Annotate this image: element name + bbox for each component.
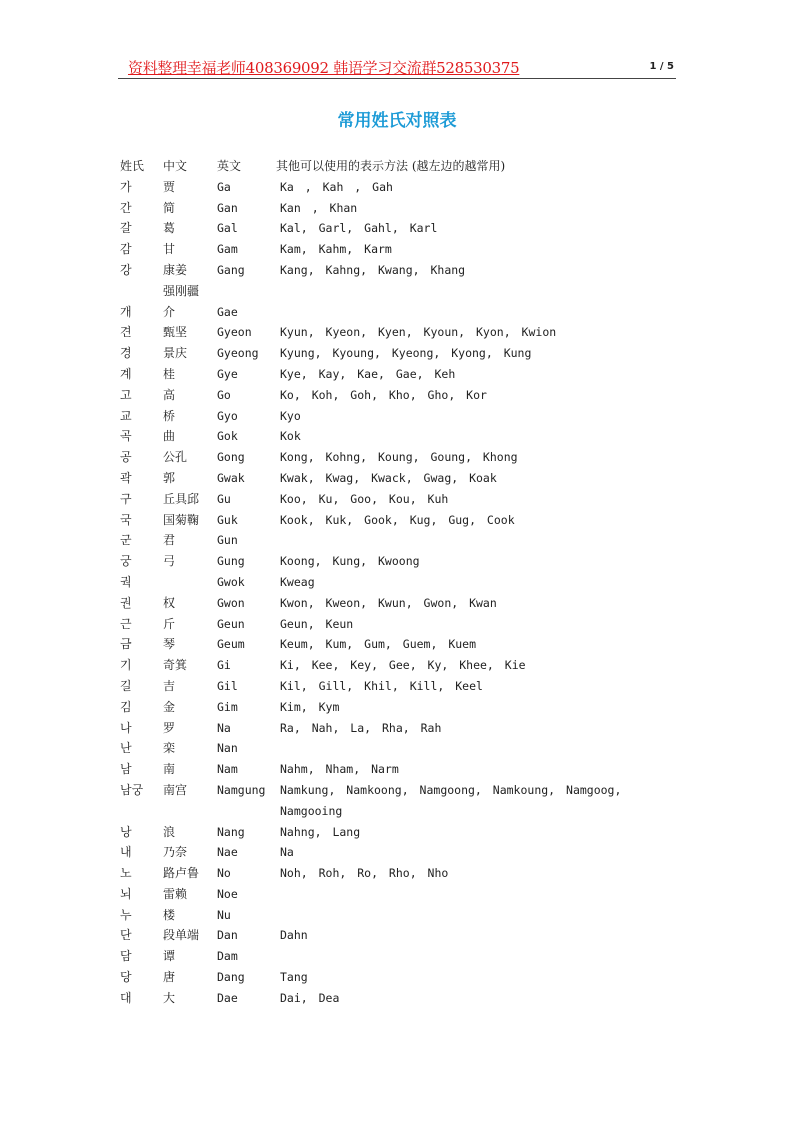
chinese-surname: 大 bbox=[163, 990, 176, 1005]
korean-surname: 고 bbox=[120, 387, 132, 402]
korean-surname: 교 bbox=[120, 408, 132, 423]
english-romanization: Gi bbox=[217, 658, 231, 673]
english-romanization: Na bbox=[217, 720, 231, 735]
chinese-surname: 栾 bbox=[163, 741, 176, 756]
korean-surname: 난 bbox=[120, 741, 132, 756]
korean-surname: 감 bbox=[120, 242, 132, 257]
korean-surname: 국 bbox=[120, 512, 132, 527]
english-romanization: Gae bbox=[217, 304, 238, 319]
chinese-surname: 国菊鞠 bbox=[163, 512, 200, 527]
alternative-romanizations: Kal, Garl, Gahl, Karl bbox=[280, 221, 438, 236]
korean-surname: 간 bbox=[120, 200, 132, 215]
korean-surname: 궁 bbox=[120, 554, 132, 569]
english-romanization: Dan bbox=[217, 928, 238, 943]
chinese-surname: 高 bbox=[163, 387, 176, 402]
alternative-romanizations: Na bbox=[280, 845, 294, 860]
english-romanization: Gye bbox=[217, 366, 238, 381]
chinese-surname: 段单端 bbox=[163, 928, 200, 943]
english-romanization: Gwak bbox=[217, 470, 245, 485]
korean-surname: 나 bbox=[120, 720, 132, 735]
korean-surname: 경 bbox=[120, 346, 132, 361]
korean-surname: 노 bbox=[120, 866, 132, 881]
chinese-surname: 罗 bbox=[163, 720, 176, 735]
column-header-english: 英文 bbox=[217, 159, 242, 173]
chinese-surname: 浪 bbox=[163, 824, 176, 839]
english-romanization: Gu bbox=[217, 491, 231, 506]
alternative-romanizations: Noh, Roh, Ro, Rho, Nho bbox=[280, 866, 449, 881]
korean-surname: 뇌 bbox=[120, 886, 132, 901]
chinese-surname: 奇箕 bbox=[163, 658, 188, 673]
alternative-romanizations: Ki, Kee, Key, Gee, Ky, Khee, Kie bbox=[280, 658, 526, 673]
column-header-korean: 姓氏 bbox=[120, 159, 145, 173]
korean-surname: 군 bbox=[120, 533, 132, 548]
korean-surname: 권 bbox=[120, 595, 132, 610]
korean-surname: 금 bbox=[120, 637, 132, 652]
english-romanization: Geum bbox=[217, 637, 245, 652]
korean-surname: 공 bbox=[120, 450, 132, 465]
korean-surname: 궉 bbox=[120, 574, 132, 589]
chinese-surname: 唐 bbox=[163, 970, 176, 985]
chinese-surname: 吉 bbox=[163, 678, 176, 693]
page-header bbox=[118, 56, 676, 79]
chinese-surname: 斤 bbox=[163, 616, 176, 631]
english-romanization: Dang bbox=[217, 970, 245, 985]
chinese-surname: 介 bbox=[163, 304, 176, 319]
alternative-romanizations: Kong, Kohng, Koung, Goung, Khong bbox=[280, 450, 518, 465]
chinese-surname: 路卢鲁 bbox=[163, 866, 200, 881]
document-title: 常用姓氏对照表 bbox=[337, 111, 457, 131]
korean-surname: 근 bbox=[120, 616, 132, 631]
alternative-romanizations: Tang bbox=[280, 970, 308, 985]
korean-surname: 계 bbox=[120, 366, 132, 381]
korean-surname: 견 bbox=[120, 325, 132, 340]
chinese-surname: 郭 bbox=[163, 470, 176, 485]
english-romanization: Guk bbox=[217, 512, 238, 527]
english-romanization: Gam bbox=[217, 242, 238, 257]
chinese-surname: 南 bbox=[163, 762, 176, 777]
alternative-romanizations: Kok bbox=[280, 429, 301, 444]
column-header-alternatives: 其他可以使用的表示方法 (越左边的越常用) bbox=[276, 159, 506, 173]
alternative-romanizations: Keum, Kum, Gum, Guem, Kuem bbox=[280, 637, 477, 652]
column-header-chinese: 中文 bbox=[163, 159, 188, 173]
korean-surname: 당 bbox=[120, 970, 132, 985]
alternative-romanizations: Geun, Keun bbox=[280, 616, 354, 631]
alternative-romanizations: Kweag bbox=[280, 574, 315, 589]
chinese-surname: 弓 bbox=[163, 554, 176, 569]
alternative-romanizations: Kwak, Kwag, Kwack, Gwag, Koak bbox=[280, 470, 497, 485]
english-romanization: Gan bbox=[217, 200, 238, 215]
korean-surname: 담 bbox=[120, 949, 132, 964]
english-romanization: Nang bbox=[217, 824, 245, 839]
english-romanization: Gyeong bbox=[217, 346, 259, 361]
korean-surname: 가 bbox=[120, 179, 132, 194]
korean-surname: 길 bbox=[120, 678, 132, 693]
alternative-romanizations: Kim, Kym bbox=[280, 699, 340, 714]
korean-surname: 낭 bbox=[120, 824, 132, 839]
alternative-romanizations: Kyung, Kyoung, Kyeong, Kyong, Kung bbox=[280, 346, 532, 361]
chinese-surname: 桂 bbox=[163, 366, 176, 381]
korean-surname: 남궁 bbox=[120, 782, 144, 797]
alternative-romanizations: Ko, Koh, Goh, Kho, Gho, Kor bbox=[280, 387, 487, 402]
english-romanization: Gil bbox=[217, 678, 238, 693]
english-romanization: Gong bbox=[217, 450, 245, 465]
korean-surname: 구 bbox=[120, 491, 132, 506]
korean-surname: 개 bbox=[120, 304, 132, 319]
alternative-romanizations: Kye, Kay, Kae, Gae, Keh bbox=[280, 366, 456, 381]
chinese-surname: 楼 bbox=[163, 907, 176, 922]
english-romanization: Gim bbox=[217, 699, 238, 714]
alternative-romanizations: Kan , Khan bbox=[280, 200, 358, 215]
english-romanization: Gung bbox=[217, 554, 245, 569]
korean-surname: 강 bbox=[120, 262, 132, 277]
chinese-surname: 乃奈 bbox=[163, 845, 188, 860]
english-romanization: Gang bbox=[217, 262, 245, 277]
header-watermark: 资料整理幸福老师408369092 韩语学习交流群528530375 bbox=[128, 59, 520, 77]
chinese-surname: 丘具邱 bbox=[163, 491, 200, 506]
alternative-romanizations: Koong, Kung, Kwoong bbox=[280, 554, 420, 569]
korean-surname: 단 bbox=[120, 928, 132, 943]
korean-surname: 김 bbox=[120, 699, 132, 714]
alternative-romanizations: Kam, Kahm, Karm bbox=[280, 242, 392, 257]
chinese-surname: 景庆 bbox=[163, 346, 188, 361]
english-romanization: Gyo bbox=[217, 408, 238, 423]
english-romanization: Gwon bbox=[217, 595, 245, 610]
chinese-surname: 强刚疆 bbox=[163, 283, 200, 298]
english-romanization: Gwok bbox=[217, 574, 245, 589]
chinese-surname: 甄坚 bbox=[163, 325, 188, 340]
chinese-surname: 葛 bbox=[163, 221, 176, 236]
chinese-surname: 曲 bbox=[163, 429, 176, 444]
alternative-romanizations: Kil, Gill, Khil, Kill, Keel bbox=[280, 678, 483, 693]
english-romanization: Go bbox=[217, 387, 231, 402]
alternative-romanizations: Kang, Kahng, Kwang, Khang bbox=[280, 262, 466, 277]
page-number: 1 / 5 bbox=[649, 61, 674, 72]
english-romanization: Dae bbox=[217, 990, 238, 1005]
alternative-romanizations: Ra, Nah, La, Rha, Rah bbox=[280, 720, 442, 735]
alternative-romanizations: Dahn bbox=[280, 928, 308, 943]
chinese-surname: 琴 bbox=[163, 637, 176, 652]
alternative-romanizations: Kook, Kuk, Gook, Kug, Gug, Cook bbox=[280, 512, 515, 527]
alternative-romanizations: Kyo bbox=[280, 408, 301, 423]
chinese-surname: 君 bbox=[163, 533, 176, 548]
korean-surname: 기 bbox=[120, 658, 132, 673]
korean-surname: 내 bbox=[120, 845, 132, 860]
english-romanization: Nam bbox=[217, 762, 238, 777]
korean-surname: 누 bbox=[120, 907, 132, 922]
chinese-surname: 南宫 bbox=[163, 782, 188, 797]
chinese-surname: 谭 bbox=[163, 949, 176, 964]
alternative-romanizations: Koo, Ku, Goo, Kou, Kuh bbox=[280, 491, 449, 506]
english-romanization: Geun bbox=[217, 616, 245, 631]
chinese-surname: 康姜 bbox=[163, 262, 188, 277]
chinese-surname: 桥 bbox=[163, 408, 176, 423]
korean-surname: 남 bbox=[120, 762, 132, 777]
english-romanization: Nae bbox=[217, 845, 238, 860]
alternative-romanizations: Dai, Dea bbox=[280, 990, 340, 1005]
alternative-romanizations: Ka , Kah , Gah bbox=[280, 179, 393, 194]
english-romanization: Gok bbox=[217, 429, 238, 444]
alternative-romanizations: Kwon, Kweon, Kwun, Gwon, Kwan bbox=[280, 595, 497, 610]
alternative-romanizations: Namkung, Namkoong, Namgoong, Namkoung, Namgoog, Namgooing bbox=[280, 782, 622, 818]
chinese-surname: 简 bbox=[163, 200, 176, 215]
english-romanization: Nu bbox=[217, 907, 231, 922]
english-romanization: Nan bbox=[217, 741, 238, 756]
english-romanization: Ga bbox=[217, 179, 231, 194]
korean-surname: 곡 bbox=[120, 429, 132, 444]
english-romanization: Gal bbox=[217, 221, 238, 236]
alternative-romanizations: Nahng, Lang bbox=[280, 824, 361, 839]
alternative-romanizations: Nahm, Nham, Narm bbox=[280, 762, 399, 777]
alternative-romanizations: Kyun, Kyeon, Kyen, Kyoun, Kyon, Kwion bbox=[280, 325, 557, 340]
chinese-surname: 贾 bbox=[163, 179, 176, 194]
chinese-surname: 甘 bbox=[163, 242, 176, 257]
english-romanization: No bbox=[217, 866, 231, 881]
english-romanization: Namgung bbox=[217, 782, 266, 797]
english-romanization: Gun bbox=[217, 533, 238, 548]
korean-surname: 대 bbox=[120, 990, 132, 1005]
chinese-surname: 金 bbox=[163, 699, 176, 714]
chinese-surname: 权 bbox=[163, 595, 176, 610]
english-romanization: Gyeon bbox=[217, 325, 252, 340]
chinese-surname: 雷赖 bbox=[163, 886, 188, 901]
english-romanization: Dam bbox=[217, 949, 238, 964]
english-romanization: Noe bbox=[217, 886, 238, 901]
korean-surname: 갈 bbox=[120, 221, 132, 236]
korean-surname: 곽 bbox=[120, 470, 132, 485]
chinese-surname: 公孔 bbox=[163, 450, 188, 465]
